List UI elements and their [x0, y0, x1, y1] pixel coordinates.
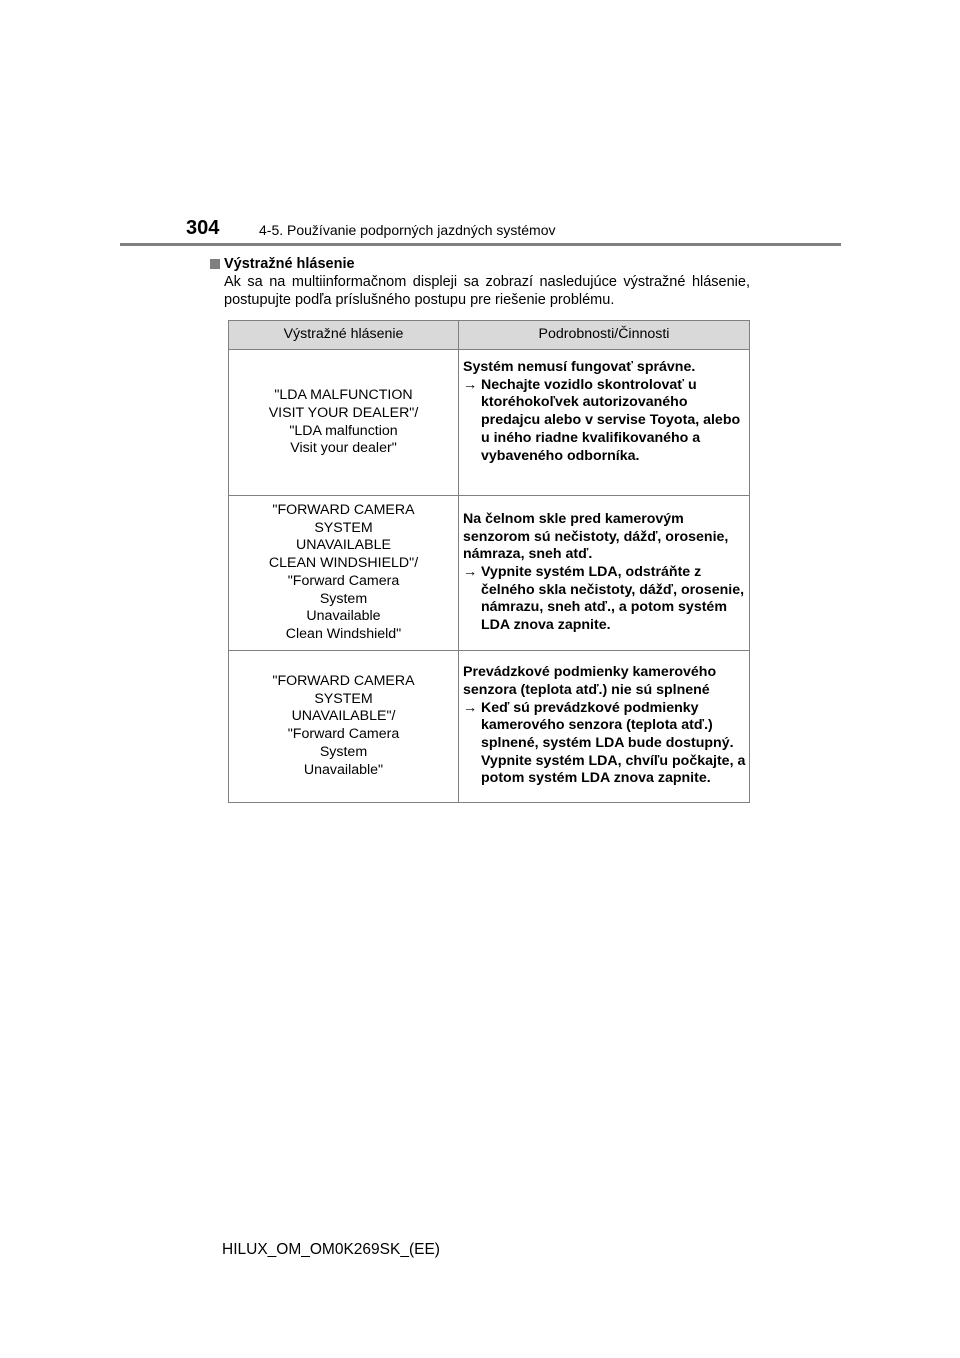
detail-text: Na čelnom skle pred kamerovým senzorom sú nečistoty, dážď, orosenie, námraza, sneh atď.	[463, 510, 729, 563]
page-number: 304	[186, 217, 220, 239]
header-warning-message: Výstražné hlásenie	[229, 321, 459, 350]
details-cell	[459, 650, 750, 802]
document-code: HILUX_OM_OM0K269SK_(EE)	[222, 1241, 440, 1258]
header-details-actions: Podrobnosti/Činnosti	[459, 321, 750, 350]
table-header-row	[229, 321, 750, 350]
arrow-right-icon: →	[463, 563, 478, 580]
header-divider	[120, 243, 841, 246]
table-row	[229, 350, 750, 496]
table-row	[229, 650, 750, 802]
detail-text: Systém nemusí fungovať správne.	[463, 359, 696, 375]
square-bullet-icon	[210, 259, 220, 269]
table-row	[229, 496, 750, 651]
warning-message-cell: "FORWARD CAMERA SYSTEM UNAVAILABLE CLEAN WINDSHIELD"/ "Forward Camera System Unavailable Clean Windshield"	[229, 496, 459, 651]
section-heading	[210, 255, 755, 273]
arrow-right-icon: →	[463, 699, 478, 716]
action-text: Keď sú prevádzkové podmienky kamerového senzora (teplota atď.) splnené, systém LDA bude dostupný. Vypnite systém LDA, chvíľu počkajte, a potom systém LDA znova zapnite.	[481, 699, 746, 787]
action-text: Vypnite systém LDA, odstráňte z čelného skla nečistoty, dážď, orosenie, námrazu, sneh atď., a potom systém LDA znova zapnite.	[481, 563, 745, 634]
warning-message-cell: "LDA MALFUNCTION VISIT YOUR DEALER"/ "LDA malfunction Visit your dealer"	[229, 350, 459, 496]
detail-text: Prevádzkové podmienky kamerového senzora (teplota atď.) nie sú splnené	[463, 664, 717, 698]
warning-table	[228, 320, 750, 803]
section-title: Výstražné hlásenie	[224, 256, 355, 272]
arrow-right-icon: →	[463, 376, 478, 393]
section-intro: Ak sa na multiinformačnom displeji sa zobrazí nasledujúce výstražné hlásenie, postupujte podľa príslušného postupu pre riešenie problému.	[224, 274, 750, 308]
chapter-title: 4-5. Používanie podporných jazdných systémov	[259, 222, 556, 238]
warning-message-cell: "FORWARD CAMERA SYSTEM UNAVAILABLE"/ "Forward Camera System Unavailable"	[229, 650, 459, 802]
details-cell	[459, 496, 750, 651]
details-cell	[459, 350, 750, 496]
action-text: Nechajte vozidlo skontrolovať u ktoréhokoľvek autorizovaného predajcu alebo v servise Toyota, alebo u iného riadne kvalifikovaného a vybaveného odborníka.	[481, 376, 741, 464]
warning-section	[210, 255, 755, 309]
